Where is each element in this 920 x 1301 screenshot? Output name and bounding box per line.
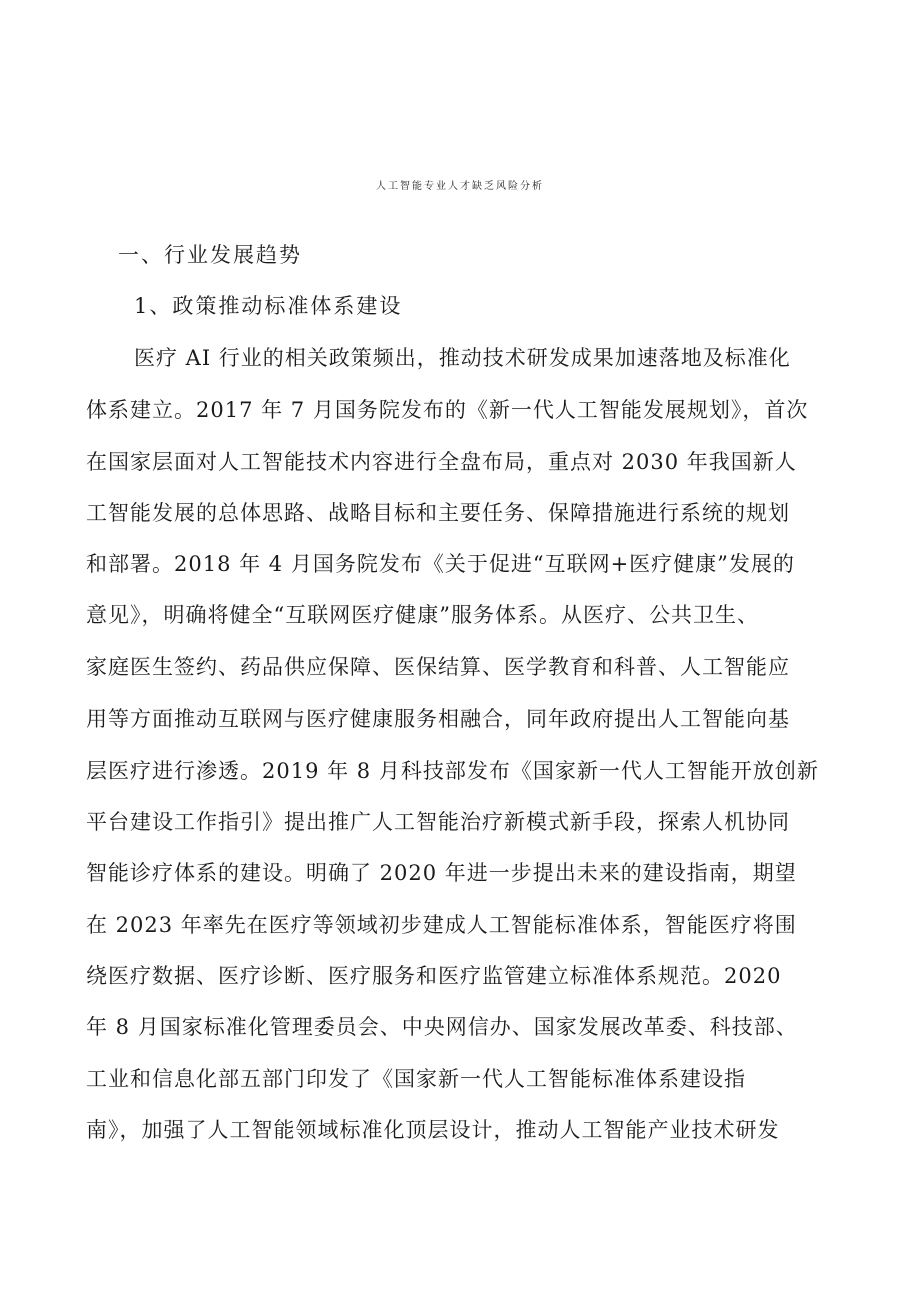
body-line: 南》，加强了人工智能领域标准化顶层设计，推动人工智能产业技术研发 — [86, 1118, 780, 1142]
subsection-heading: 1、政策推动标准体系建设 — [134, 294, 403, 318]
body-line: 工业和信息化部五部门印发了《国家新一代人工智能标准体系建设指 — [86, 1067, 746, 1091]
body-line: 层医疗进行渗透。2019 年 8 月科技部发布《国家新一代人工智能开放创新 — [86, 759, 819, 783]
body-line: 意见》，明确将健全“互联网医疗健康”服务体系。从医疗、公共卫生、 — [86, 603, 759, 627]
body-line: 绕医疗数据、医疗诊断、医疗服务和医疗监管建立标准体系规范。2020 — [86, 964, 782, 988]
body-line: 智能诊疗体系的建设。明确了 2020 年进一步提出未来的建设指南，期望 — [86, 861, 797, 885]
body-line: 平台建设工作指引》提出推广人工智能治疗新模式新手段，探索人机协同 — [86, 810, 790, 834]
body-line: 用等方面推动互联网与医疗健康服务相融合，同年政府提出人工智能向基 — [86, 707, 790, 731]
body-line: 工智能发展的总体思路、战略目标和主要任务、保障措施进行系统的规划 — [86, 501, 790, 525]
body-line: 在国家层面对人工智能技术内容进行全盘布局，重点对 2030 年我国新人 — [86, 450, 797, 474]
body-line: 家庭医生签约、药品供应保障、医保结算、医学教育和科普、人工智能应 — [86, 655, 790, 679]
body-line: 医疗 AI 行业的相关政策频出，推动技术研发成果加速落地及标准化 — [134, 346, 791, 370]
body-line: 年 8 月国家标准化管理委员会、中央网信办、国家发展改革委、科技部、 — [86, 1015, 798, 1039]
section-heading: 一、行业发展趋势 — [118, 243, 302, 267]
body-line: 在 2023 年率先在医疗等领域初步建成人工智能标准体系，智能医疗将围 — [86, 913, 797, 937]
body-line: 和部署。2018 年 4 月国务院发布《关于促进“互联网+医疗健康”发展的 — [86, 552, 795, 576]
body-line: 体系建立。2017 年 7 月国务院发布的《新一代人工智能发展规划》，首次 — [86, 398, 809, 422]
document-title: 人工智能专业人才缺乏风险分析 — [376, 181, 544, 192]
